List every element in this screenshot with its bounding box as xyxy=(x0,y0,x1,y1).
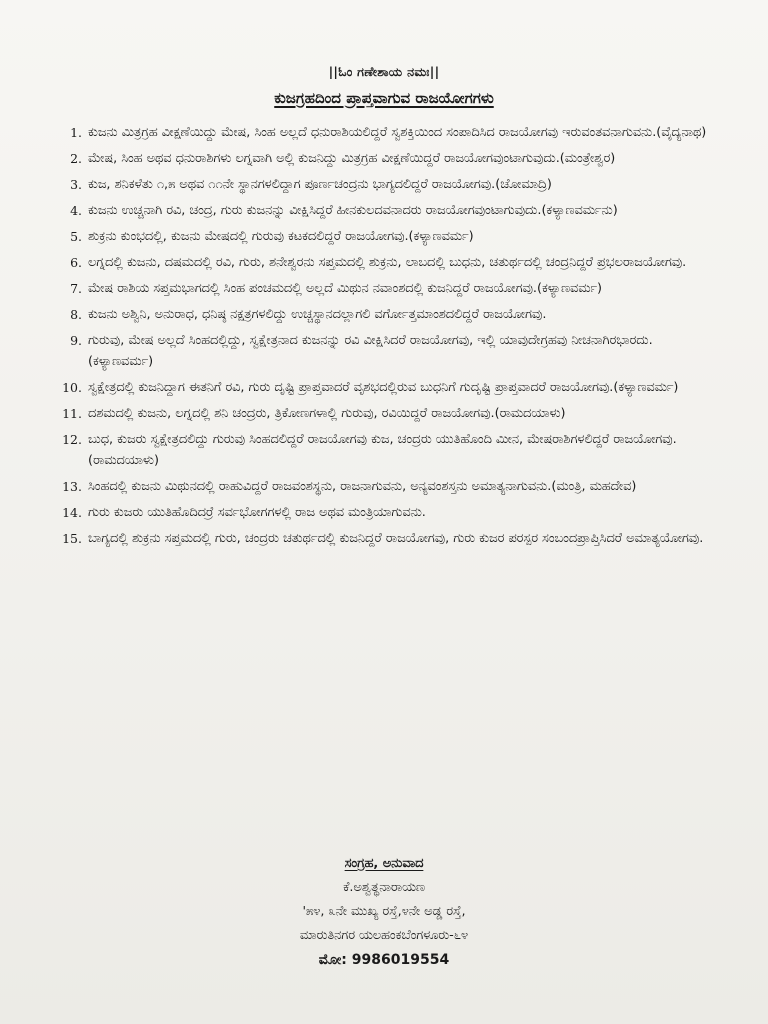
item-text: ಕುಜನು ಮಿತ್ರಗ್ರಹ ವೀಕ್ಷಣೆಯಿದ್ದು ಮೇಷ, ಸಿಂಹ ಅಲ್ಲದೆ ಧನುರಾಶಿಯಲಿದ್ದರೆ ಸ್ವಶಕ್ತಿಯಿಂದ ಸಂಪಾದಿಸಿದ ರಾಜಯೋಗವು ಇರುವಂತವನಾಗುವನು.(ವೈದ್ಯನಾಥ) xyxy=(88,125,707,140)
item-text: ಬುಧ, ಕುಜರು ಸ್ವಕ್ಷೇತ್ರದಲಿದ್ದು ಗುರುವು ಸಿಂಹದಲಿದ್ದರೆ ರಾಜಯೋಗವು ಕುಜ, ಚಂದ್ರರು ಯುತಿಹೊಂದಿ ಮೀನ, ಮೇಷರಾಶಿಗಳಲಿದ್ದರೆ ರಾಜಯೋಗವು.(ರಾಮದಯಾಳು) xyxy=(88,432,677,468)
item-number: 7. xyxy=(70,281,82,296)
list-item xyxy=(54,278,714,299)
phone-number: ಮೋ: 9986019554 xyxy=(318,952,450,968)
item-text: ಸ್ವಕ್ಷೇತ್ರದಲ್ಲಿ ಕುಜನಿದ್ದಾಗ ಈತನಿಗೆ ರವಿ, ಗುರು ದೃಷ್ಟಿ ಪ್ರಾಪ್ತವಾದರೆ ವೃಶಭದಲ್ಲಿರುವ ಬುಧನಿಗೆ ಗುದೃಷ್ಟಿ ಪ್ರಾಪ್ತವಾದರೆ ರಾಜಯೋಗವು.(ಕಳ್ಯಾಣವರ್ಮ) xyxy=(88,380,679,395)
item-number: 2. xyxy=(70,151,82,166)
list-item xyxy=(54,429,714,471)
address-line-2: ಮಾರುತಿನಗರ ಯಲಹಂಕಬೆಂಗಳೂರು-೬೪ xyxy=(299,928,469,943)
invocation-line: ||ಓಂ ಗಣೇಶಾಯ ನಮಃ|| xyxy=(328,64,440,79)
item-text: ಗುರುವು, ಮೇಷ ಅಲ್ಲದೆ ಸಿಂಹದಲ್ಲಿದ್ದು, ಸ್ವಕ್ಷೇತ್ರನಾದ ಕುಜನನ್ನು ರವಿ ವೀಕ್ಷಿಸಿದರೆ ರಾಜಯೋಗವು, ಇಲ್ಲಿ ಯಾವುದೇಗ್ರಹವು ನೀಚನಾಗಿರಭಾರದು.(ಕಳ್ಯಾಣವರ್ಮ) xyxy=(88,333,653,369)
item-number: 1. xyxy=(70,125,82,140)
credits-heading: ಸಂಗ್ರಹ, ಅನುವಾದ xyxy=(344,856,424,871)
item-text: ಗುರು ಕುಜರು ಯುತಿಹೊದಿದರ್ರೆ ಸರ್ವಭೋಗಗಳಲ್ಲಿ ರಾಜ ಅಥವ ಮಂತ್ರಿಯಾಗುವನು. xyxy=(88,505,426,520)
item-number: 14. xyxy=(62,505,82,520)
author-name: ಕೆ.ಅಶ್ವತ್ಥನಾರಾಯಣ xyxy=(343,880,425,895)
item-number: 8. xyxy=(70,307,82,322)
list-item xyxy=(54,174,714,195)
item-text: ಕುಜನು ಅಶ್ವಿನಿ, ಅನುರಾಧ, ಧನಿಷ್ಠ ನಕ್ಷತ್ರಗಳಲಿದ್ದು ಉಚ್ಚಸ್ಥಾನದಲ್ಲಾಗಲಿ ವರ್ಗೋತ್ತಮಾಂಶದಲಿದ್ದರೆ ರಾಜಯೋಗವು. xyxy=(88,307,547,322)
item-number: 9. xyxy=(70,333,82,348)
item-text: ಮೇಷ, ಸಿಂಹ ಅಥವ ಧನುರಾಶಿಗಳು ಲಗ್ನವಾಗಿ ಅಲ್ಲಿ ಕುಜನಿದ್ದು ಮಿತ್ರಗ್ರಹ ವೀಕ್ಷಣೆಯಿದ್ದರೆ ರಾಜಯೋಗವುಂಟಾಗುವುದು.(ಮಂತ್ರೇಶ್ವರ) xyxy=(88,151,616,166)
item-text: ಲಗ್ನದಲ್ಲಿ ಕುಜನು, ದಷಮದಲ್ಲಿ ರವಿ, ಗುರು, ಶನೇಶ್ವರನು ಸಪ್ತಮದಲ್ಲಿ ಶುಕ್ರನು, ಲಾಬದಲ್ಲಿ ಬುಧನು, ಚತುರ್ಥದಲ್ಲಿ ಚಂದ್ರನಿದ್ದರೆ ಪ್ರಭಲರಾಜಯೋಗವು. xyxy=(88,255,687,270)
item-number: 13. xyxy=(62,479,82,494)
item-text: ಕುಜ, ಶನಿಕಳೆತು ೧,೫ ಅಥವ ೧೧ನೇ ಸ್ಥಾನಗಳಲಿದ್ದಾಗ ಪೂರ್ಣಚಂದ್ರನು ಭಾಗ್ಯದಲಿದ್ದರೆ ರಾಜಯೋಗವು.(ಚೋಮಾದ್ರಿ) xyxy=(88,177,552,192)
list-item xyxy=(54,200,714,221)
item-number: 5. xyxy=(70,229,82,244)
item-text: ಶುಕ್ರನು ಕುಂಭದಲ್ಲಿ, ಕುಜನು ಮೇಷದಲ್ಲಿ ಗುರುವು ಕಟಕದಲಿದ್ದರೆ ರಾಜಯೋಗವು.(ಕಳ್ಯಾಣವರ್ಮ) xyxy=(88,229,474,244)
item-number: 6. xyxy=(70,255,82,270)
list-item xyxy=(54,252,714,273)
address-line-1: '೫೪, ೩ನೇ ಮುಖ್ಯ ರಸ್ತೆ,೪ನೇ ಅಡ್ಡ ರಸ್ತೆ, xyxy=(302,904,466,919)
list-item xyxy=(54,528,714,549)
item-text: ದಶಮದಲ್ಲಿ ಕುಜನು, ಲಗ್ನದಲ್ಲಿ ಶನಿ ಚಂದ್ರರು, ತ್ರಿಕೋಣಗಳಾಲ್ಲಿ ಗುರುವು, ರವಿಯಿದ್ದರೆ ರಾಜಯೋಗವು.(ರಾಮದಯಾಳು) xyxy=(88,406,566,421)
list-item xyxy=(54,377,714,398)
item-text: ಕುಜನು ಉಚ್ಚನಾಗಿ ರವಿ, ಚಂದ್ರ, ಗುರು ಕುಜನನ್ನು ವೀಕ್ಷಿಸಿದ್ದರೆ ಹೀನಕುಲದವನಾದರು ರಾಜಯೋಗವುಂಟಾಗುವುದು.(ಕಳ್ಯಾಣವರ್ಮನು) xyxy=(88,203,618,218)
page-title-text: ಕುಜಗ್ರಹದಿಂದ ಪ್ರಾಪ್ತವಾಗುವ ರಾಜಯೋಗಗಳು xyxy=(274,89,494,107)
item-text: ಬಾಗ್ಯದಲ್ಲಿ ಶುಕ್ರನು ಸಪ್ತಮದಲ್ಲಿ ಗುರು, ಚಂದ್ರರು ಚತುರ್ಥದಲ್ಲಿ ಕುಜನಿದ್ದರೆ ರಾಜಯೋಗವು, ಗುರು ಕುಜರ ಪರಸ್ಪರ ಸಂಬಂದಪ್ರಾಪ್ತಿಸಿದರೆ ಅಮಾತ್ಯಯೋಗವು. xyxy=(88,531,704,546)
list-item xyxy=(54,330,714,372)
list-item xyxy=(54,148,714,169)
item-number: 3. xyxy=(70,177,82,192)
item-number: 10. xyxy=(62,380,82,395)
list-item xyxy=(54,502,714,523)
item-text: ಮೇಷ ರಾಶಿಯ ಸಪ್ತಮಭಾಗದಲ್ಲಿ ಸಿಂಹ ಪಂಚಮದಲ್ಲಿ ಅಲ್ಲದೆ ಮಿಥುನ ನವಾಂಶದಲ್ಲಿ ಕುಜನಿದ್ದರೆ ರಾಜಯೋಗವು.(ಕಳ್ಯಾಣವರ್ಮ) xyxy=(88,281,603,296)
yoga-list xyxy=(54,122,714,554)
item-number: 12. xyxy=(62,432,82,447)
list-item xyxy=(54,304,714,325)
list-item xyxy=(54,403,714,424)
item-number: 15. xyxy=(62,531,82,546)
item-number: 4. xyxy=(70,203,82,218)
page-title xyxy=(0,88,768,107)
list-item xyxy=(54,226,714,247)
list-item xyxy=(54,476,714,497)
item-text: ಸಿಂಹದಲ್ಲಿ ಕುಜನು ಮಿಥುನದಲ್ಲಿ ರಾಹುವಿದ್ದರೆ ರಾಜವಂಶಸ್ಥನು, ರಾಜನಾಗುವನು, ಅನ್ಯವಂಶಸ್ತನು ಅಮಾತ್ಯನಾಗುವನು.(ಮಂತ್ರಿ, ಮಹದೇವ) xyxy=(88,479,637,494)
credits-block xyxy=(0,852,768,972)
list-item xyxy=(54,122,714,143)
item-number: 11. xyxy=(62,406,82,421)
